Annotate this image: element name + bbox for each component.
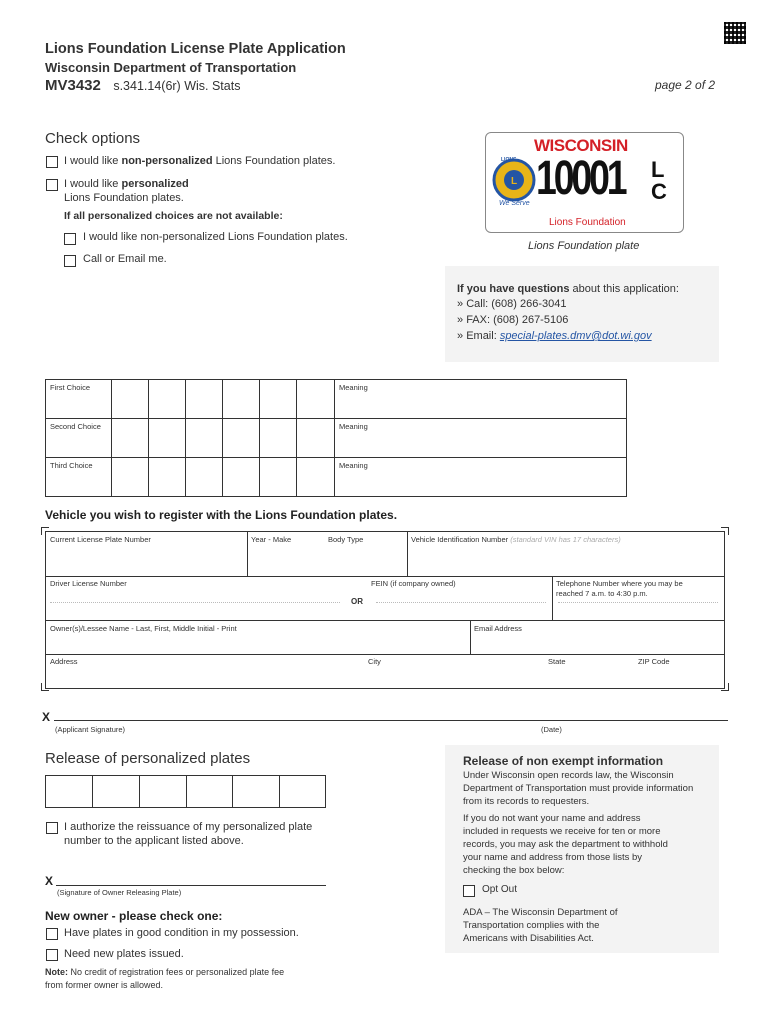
first-choice-cells[interactable] — [112, 381, 334, 417]
department-name: Wisconsin Department of Transportation — [45, 60, 297, 75]
vin-text: Vehicle Identification Number — [411, 535, 509, 544]
choices-table — [45, 379, 627, 497]
non-exempt-panel — [445, 745, 719, 953]
current-plate-field[interactable] — [47, 546, 246, 575]
opt2-pre: I would like — [64, 178, 122, 190]
first-meaning-field[interactable] — [335, 392, 625, 417]
driver-license-label: Driver License Number — [50, 579, 127, 588]
owner-name-label: Owner(s)/Lessee Name - Last, First, Middle Initial - Print — [50, 624, 237, 633]
call-or-email-checkbox[interactable] — [64, 255, 76, 267]
form-id: MV3432 — [45, 77, 101, 94]
vehicle-form — [45, 531, 725, 689]
third-meaning-field[interactable] — [335, 470, 625, 495]
opt2-bold: personalized — [121, 178, 189, 190]
personalized-checkbox[interactable] — [46, 179, 58, 191]
opt-out-label: Opt Out — [482, 884, 518, 895]
third-choice-label: Third Choice — [50, 461, 93, 470]
city-field[interactable] — [366, 667, 546, 688]
note-bold: Note: — [45, 967, 68, 977]
call-or-email-label: Call or Email me. — [83, 253, 167, 265]
email-line: » Email: special-plates.dmv@dot.wi.gov — [457, 330, 652, 342]
form-number — [45, 77, 240, 95]
need-plates-checkbox[interactable] — [46, 949, 58, 961]
date-label: (Date) — [541, 725, 562, 734]
year-make-field[interactable] — [248, 546, 326, 575]
fax-line: » FAX: (608) 267-5106 — [457, 314, 569, 326]
non-exempt-para2: If you do not want your name and address included in requests we receive for ten or more records, you may ask the department to withhold your name and address from those lists by checking the box below: — [463, 813, 668, 876]
email-link[interactable]: special-plates.dmv@dot.wi.gov — [499, 330, 652, 342]
second-choice-cells[interactable] — [112, 420, 334, 456]
body-type-field[interactable] — [327, 546, 406, 575]
address-field[interactable] — [47, 667, 365, 688]
state-field[interactable] — [546, 667, 636, 688]
questions-heading — [457, 283, 679, 295]
plate-footer: Lions Foundation — [549, 217, 626, 228]
owner-signature-line[interactable] — [56, 885, 326, 886]
plate-number: 10001 — [536, 152, 625, 205]
meaning-label-1: Meaning — [339, 383, 368, 392]
vin-field[interactable] — [408, 546, 724, 575]
check-options-heading: Check options — [45, 130, 141, 147]
plate-suffix-top: L — [651, 157, 665, 182]
opt1-post: Lions Foundation plates. — [212, 155, 336, 167]
ada-statement: ADA – The Wisconsin Department of Transportation complies with the Americans with Disabilities Act. — [463, 907, 618, 944]
page-number: page 2 of 2 — [655, 78, 716, 92]
owner-signature-x: X — [45, 874, 54, 888]
non-personalized-label — [64, 155, 335, 167]
opt1-bold: non-personalized — [121, 155, 213, 167]
owner-signature-label: (Signature of Owner Releasing Plate) — [57, 888, 182, 897]
call-label: Call: — [466, 298, 489, 310]
release-note — [45, 966, 295, 992]
plate-caption: Lions Foundation plate — [528, 240, 640, 252]
personalized-label — [64, 177, 189, 205]
non-exempt-heading: Release of non exempt information — [463, 754, 664, 768]
qr-code-icon — [724, 22, 746, 44]
fax-number: (608) 267-5106 — [493, 314, 569, 326]
address-label: Address — [50, 657, 78, 666]
questions-heading-rest: about this application: — [569, 283, 679, 295]
or-label: OR — [351, 597, 363, 606]
telephone-field[interactable] — [553, 600, 724, 619]
form-title: Lions Foundation License Plate Application — [45, 41, 346, 57]
have-plates-label: Have plates in good condition in my possession. — [64, 927, 299, 939]
opt1-pre: I would like — [64, 155, 122, 167]
plate-number-cells[interactable] — [45, 775, 326, 808]
zip-field[interactable] — [636, 667, 724, 688]
fallback-heading: If all personalized choices are not available: — [64, 210, 283, 222]
fein-label: FEIN (if company owned) — [371, 579, 456, 588]
questions-panel — [445, 266, 719, 362]
authorize-checkbox[interactable] — [46, 822, 58, 834]
non-personalized-checkbox[interactable] — [46, 156, 58, 168]
plate-lions-text: LIONS — [501, 157, 517, 163]
non-exempt-para1: Under Wisconsin open records law, the Wisconsin Department of Transportation must provide information from its records to requesters. — [463, 770, 694, 807]
signature-x: X — [42, 710, 51, 724]
statute: s.341.14(6r) Wis. Stats — [113, 79, 241, 93]
applicant-signature-line[interactable] — [54, 720, 728, 721]
note-text: No credit of registration fees or personalized plate fee from former owner is allowed. — [45, 967, 285, 990]
current-plate-label: Current License Plate Number — [50, 535, 151, 544]
zip-label: ZIP Code — [638, 657, 670, 666]
fax-label: FAX: — [466, 314, 491, 326]
first-choice-label: First Choice — [50, 383, 91, 392]
state-label: State — [548, 657, 566, 666]
plate-state: WISCONSIN — [534, 136, 628, 155]
third-choice-cells[interactable] — [112, 459, 334, 495]
telephone-label: Telephone Number where you may be reached 7 a.m. to 4:30 p.m. — [556, 579, 683, 598]
lions-emblem-icon — [492, 158, 536, 202]
fein-field[interactable] — [371, 590, 551, 619]
meaning-label-3: Meaning — [339, 461, 368, 470]
we-serve-text: We Serve — [499, 200, 530, 207]
opt2-line2: Lions Foundation plates. — [64, 192, 184, 204]
have-plates-checkbox[interactable] — [46, 928, 58, 940]
email-address-label: Email Address — [474, 624, 522, 633]
email-label: Email: — [466, 330, 497, 342]
email-address-field[interactable] — [471, 634, 724, 653]
second-choice-label: Second Choice — [50, 422, 101, 431]
opt-out-checkbox[interactable] — [463, 885, 475, 897]
fallback-non-personalized-checkbox[interactable] — [64, 233, 76, 245]
meaning-label-2: Meaning — [339, 422, 368, 431]
fallback-non-personalized-label: I would like non-personalized Lions Foundation plates. — [83, 231, 348, 243]
license-plate-image — [485, 132, 684, 233]
svg-text:L: L — [510, 176, 518, 187]
questions-heading-bold: If you have questions — [457, 283, 570, 295]
applicant-signature-label: (Applicant Signature) — [55, 725, 126, 734]
owner-name-field[interactable] — [47, 634, 469, 653]
call-line: » Call: (608) 266-3041 — [457, 298, 567, 310]
year-make-label: Year - Make — [251, 535, 292, 544]
new-owner-heading: New owner - please check one: — [45, 909, 223, 923]
vehicle-heading: Vehicle you wish to register with the Lions Foundation plates. — [45, 508, 398, 522]
authorize-label: I authorize the reissuance of my personalized plate number to the applicant listed above. — [64, 821, 313, 847]
driver-license-field[interactable] — [47, 590, 342, 619]
body-type-label: Body Type — [328, 535, 364, 544]
release-heading: Release of personalized plates — [45, 750, 251, 767]
plate-suffix-bottom: C — [651, 179, 667, 204]
city-label: City — [368, 657, 381, 666]
call-number: (608) 266-3041 — [491, 298, 567, 310]
vin-hint: (standard VIN has 17 characters) — [510, 535, 621, 544]
vin-label — [411, 535, 621, 544]
second-meaning-field[interactable] — [335, 431, 625, 456]
need-plates-label: Need new plates issued. — [64, 948, 184, 960]
